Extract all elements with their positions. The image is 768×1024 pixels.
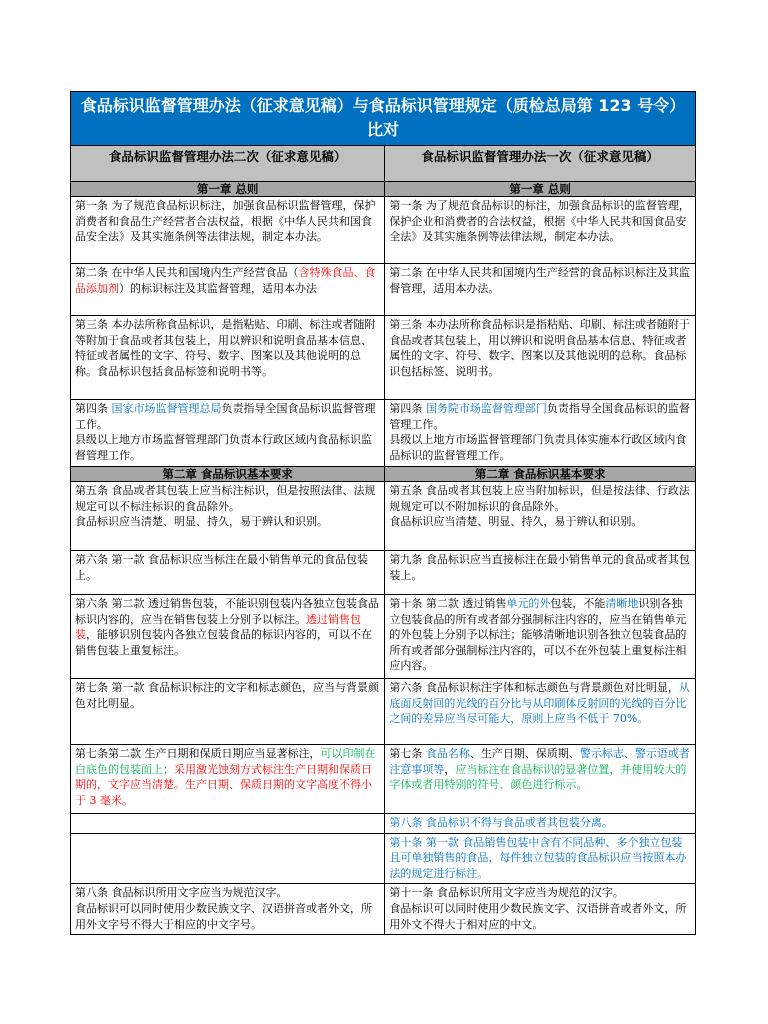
article-row — [71, 679, 696, 745]
article-row — [71, 745, 696, 814]
column-header-row — [71, 146, 696, 182]
article-row — [71, 833, 696, 884]
column-header-left: 食品标识监督管理办法二次（征求意见稿） — [71, 146, 385, 182]
column-header-right: 食品标识监督管理办法一次（征求意见稿） — [385, 146, 696, 182]
article-cell-left — [71, 679, 385, 745]
article-cell-right — [385, 745, 696, 814]
article-text: 第一条 为了规范食品标识的标注，加强食品标识的监督管理，保护企业和消费者的合法权益，根据《中华人民共和国食品安全法》及其实施条例等法律法规，制定本办法。 — [389, 199, 690, 244]
article-text: 第一条 为了规范食品标识标注，加强食品标识监督管理，保护消费者和食品生产经营者合法权益，根据《中华人民共和国食品安全法》及其实施条例等法律法规，制定本办法。 — [75, 199, 376, 244]
article-text: 第七条第二款 生产日期和保质日期应当显著标注， — [75, 747, 321, 760]
comparison-table — [70, 145, 696, 935]
article-row — [71, 814, 696, 834]
article-cell-right — [385, 264, 696, 316]
article-cell-right — [385, 814, 696, 834]
article-cell-left — [71, 316, 385, 400]
article-text: 第八条 食品标识不得与食品或者其包装分离。 — [389, 816, 613, 829]
article-row — [71, 197, 696, 264]
article-row — [71, 400, 696, 467]
article-cell-left — [71, 197, 385, 264]
article-text: 采用激光蚀刻方式标注生产日期和保质日期的，文字应当清楚。生产日期、保质日期的文字高度不得小于 3 毫米。 — [75, 762, 372, 807]
article-row — [71, 884, 696, 935]
article-text: 县级以上地方市场监督管理部门负责本行政区域内食品标识监督管理工作。 — [75, 433, 372, 462]
article-row — [71, 316, 696, 400]
article-text: 第七条 第一款 食品标识标注的文字和标志颜色，应当与背景颜色对比明显。 — [75, 681, 379, 710]
article-cell-left — [71, 884, 385, 935]
article-text: 食品名称 — [425, 747, 470, 760]
article-text: 第十一条 食品标识所用文字应当为规范的汉字。 — [389, 886, 624, 900]
article-text: 第六条 第一款 食品标识应当标注在最小销售单元的食品包装上。 — [75, 553, 368, 582]
article-text: 警示标志、警示语或者注意事项等 — [389, 747, 690, 776]
article-cell-left — [71, 264, 385, 316]
article-text: 透过销售包装 — [75, 612, 361, 642]
article-text: 食品标识应当清楚、明显、持久，易于辨认和识别。 — [389, 515, 643, 529]
article-row — [71, 595, 696, 679]
chapter-row — [71, 467, 696, 482]
article-cell-left — [71, 551, 385, 595]
article-text: 食品标识可以同时使用少数民族文字、汉语拼音或者外文，所用外文不得大于相对应的中文。 — [389, 901, 687, 931]
article-row — [71, 264, 696, 316]
chapter-heading-left: 第二章 食品标识基本要求 — [71, 467, 385, 482]
chapter-heading-left: 第一章 总则 — [71, 182, 385, 197]
article-text: 第十条 第一款 食品销售包装中含有不同品种、多个独立包装且可单独销售的食品，每件独立包装的食品标识应当按照本办法的规定进行标注。 — [389, 835, 687, 880]
article-cell-right — [385, 833, 696, 884]
article-text: 负责指导全国食品标识监督管理工作。 — [75, 402, 376, 431]
article-text: ， — [444, 762, 456, 776]
article-cell-left — [71, 833, 385, 884]
article-text: ）的标识标注及其监督管理，适用本办法 — [119, 281, 317, 295]
article-text: 国家市场监督管理总局 — [111, 402, 222, 415]
article-text: 国务院市场监督管理部门 — [425, 402, 547, 415]
article-cell-left — [71, 745, 385, 814]
article-text: 第四条 — [75, 402, 112, 415]
article-text: 第十条 第二款 透过销售 — [389, 597, 507, 610]
article-text: 可以印制在白底色的包装面上； — [75, 747, 376, 776]
article-text: 第九条 食品标识应当直接标注在最小销售单元的食品或者其包装上。 — [389, 553, 690, 582]
article-text: 、生产日期、保质期、 — [469, 747, 580, 760]
article-text: 单元的外 — [506, 597, 551, 610]
article-row — [71, 551, 696, 595]
article-cell-right — [385, 595, 696, 679]
article-text: 第三条 本办法所称食品标识是指粘贴、印刷、标注或者随附于食品或者其包装上，用以辨识和说明食品基本信息、特征或者属性的文字、符号、数字、图案以及其他说明的总称。食品标识包括标签、说明书。 — [389, 318, 690, 378]
article-row — [71, 482, 696, 551]
article-cell-left — [71, 400, 385, 467]
article-text: 第二条 在中华人民共和国境内生产经营食品（ — [75, 266, 299, 279]
chapter-row — [71, 182, 696, 197]
article-text: 第六条 食品标识标注字体和标志颜色与背景颜色对比明显， — [389, 681, 679, 694]
article-text: 食品标识应当清楚、明显、持久，易于辨认和识别。 — [75, 515, 328, 529]
chapter-heading-right: 第二章 食品标识基本要求 — [385, 467, 696, 482]
article-text: 清晰地 — [605, 597, 639, 610]
article-cell-right — [385, 679, 696, 745]
article-cell-right — [385, 197, 696, 264]
article-text: 第六条 第二款 透过销售包装，不能识别包装内各独立包装食品标识内容的，应当在销售包装上分别予以标注。 — [75, 597, 379, 626]
article-cell-right — [385, 551, 696, 595]
article-cell-left — [71, 482, 385, 551]
article-text: 第四条 — [389, 402, 426, 415]
article-text: 食品标识可以同时使用少数民族文字、汉语拼音或者外文，所用外文字号不得大于相应的中文字号。 — [75, 901, 372, 931]
article-text: 负责指导全国食品标识的监督管理工作。 — [389, 402, 690, 431]
comparison-document — [70, 91, 696, 935]
article-text: 识别各独立包装食品的所有或者部分强制标注内容的，应当在销售单元的外包装上分别予以标注；能够清晰地识别各独立包装食品的所有或者部分强制标注内容的，可以不在外包装上重复标注相应内容。 — [389, 597, 687, 673]
article-text: 第二条 在中华人民共和国境内生产经营的食品标识标注及其监督管理，适用本办法。 — [389, 266, 690, 295]
article-text: 含特殊食品、食品添加剂 — [75, 266, 376, 295]
article-text: ，能够识别包装内各独立包装食品的标识内容的，可以不在销售包装上重复标注。 — [75, 628, 372, 657]
article-cell-left — [71, 595, 385, 679]
article-cell-right — [385, 400, 696, 467]
article-text: 应当标注在食品标识的显著位置，并使用较大的字体或者用特别的符号、颜色进行标示。 — [389, 762, 687, 792]
article-text: 第八条 食品标识所用文字应当为规范汉字。 — [75, 886, 288, 900]
article-text: 第五条 食品或者其包装上应当标注标识，但是按照法律、法规规定可以不标注标识的食品除外。 — [75, 484, 376, 513]
article-cell-right — [385, 316, 696, 400]
article-text: 第三条 本办法所称食品标识，是指粘贴、印刷、标注或者随附等附加于食品或者其包装上，用以辨识和说明食品基本信息、特征或者属性的文字、符号、数字、图案以及其他说明的总称。食品标识包括食品标签和说明书等。 — [75, 318, 376, 378]
article-text: 第五条 食品或者其包装上应当附加标识，但是按法律、行政法规规定可以不附加标识的食品除外。 — [389, 484, 690, 513]
article-cell-left — [71, 814, 385, 834]
article-text: 县级以上地方市场监督管理部门负责具体实施本行政区域内食品标识的监督管理工作。 — [389, 433, 687, 462]
article-cell-right — [385, 884, 696, 935]
document-title: 食品标识监督管理办法（征求意见稿）与食品标识管理规定（质检总局第 123 号令） 比对 — [70, 91, 696, 145]
article-text: 第七条 — [389, 747, 426, 760]
chapter-heading-right: 第一章 总则 — [385, 182, 696, 197]
article-text: 包装，不能 — [550, 597, 606, 610]
article-cell-right — [385, 482, 696, 551]
article-text: 从底面反射回的光线的百分比与从印刷体反射回的光线的百分比之间的差异应当尽可能大，原则上应当不低于 70%。 — [389, 681, 690, 726]
